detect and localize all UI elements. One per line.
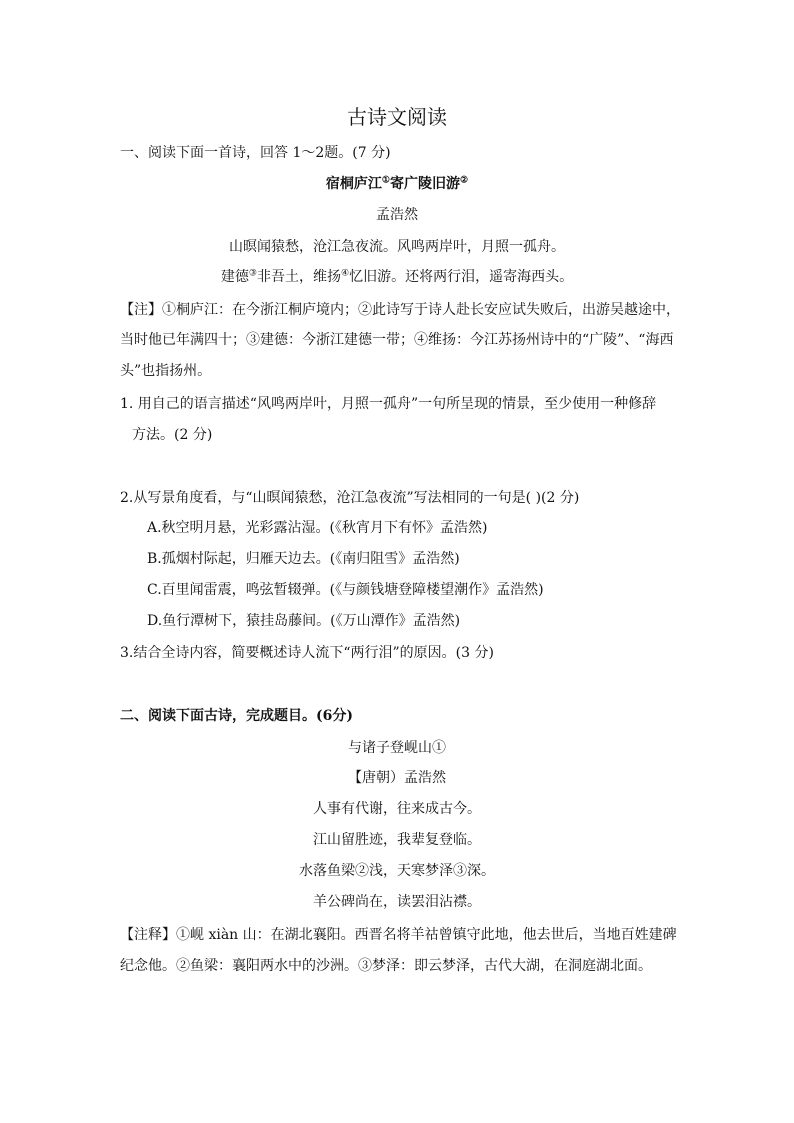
poem1-title-part-b: 寄广陵旧游 (390, 176, 460, 192)
question-1: 1. 用自己的语言描述“风鸣两岸叶，月照一孤舟”一句所呈现的情景，至少使用一种修辞 (120, 396, 657, 412)
question-1-cont: 方法。(2 分) (132, 427, 213, 443)
poem2-title: 与诸子登岘山① (348, 740, 446, 756)
question-2-option-d: D.鱼行潭树下，猿挂岛藤间。(《万山潭作》孟浩然) (147, 613, 461, 629)
poem2-line: 水落鱼梁②浅，天寒梦泽③深。 (299, 863, 495, 879)
poem1-title-part-a: 宿桐庐江 (325, 176, 382, 192)
poem2-line: 羊公碑尚在，读罢泪沾襟。 (313, 894, 481, 910)
poem2-line: 江山留胜迹，我辈复登临。 (313, 832, 481, 848)
poem2-note: 纪念他。②鱼梁：襄阳两水中的沙洲。③梦泽：即云梦泽，古代大湖，在洞庭湖北面。 (120, 958, 652, 974)
poem2-note: 【注释】①岘 xiàn 山：在湖北襄阳。西晋名将羊祜曾镇守此地，他去世后，当地百姓建碑 (120, 927, 677, 943)
poem1-note: 【注】①桐庐江：在今浙江桐庐境内；②此诗写于诗人赴长安应试失败后，出游吴越途中， (120, 302, 680, 318)
question-2-option-a: A.秋空明月悬，光彩露沾湿。(《秋宵月下有怀》孟浩然) (147, 520, 488, 536)
section1-heading: 一、阅读下面一首诗，回答 1～2题。(7 分) (120, 145, 391, 161)
question-2-option-c: C.百里闻雷震，鸣弦暂辍弹。(《与颜钱塘登障楼望潮作》孟浩然) (147, 582, 544, 598)
poem1-title (0, 174, 794, 194)
poem1-line: 山暝闻猿愁，沧江急夜流。风鸣两岸叶，月照一孤舟。 (229, 239, 565, 255)
footnote-marker: ② (460, 175, 469, 186)
poem2-line: 人事有代谢，往来成古今。 (313, 801, 481, 817)
question-2: 2.从写景角度看，与“山暝闻猿愁，沧江急夜流”写法相同的一句是( )(2 分) (120, 490, 580, 506)
poem1-note: 头”也指扬州。 (120, 363, 212, 379)
poem1-note: 当时他已年满四十；③建德：今浙江建德一带；④维扬：今江苏扬州诗中的“广陵”、“海西 (120, 332, 674, 348)
document-title: 古诗文阅读 (347, 105, 447, 129)
poem1-line-part: 建德 (220, 269, 249, 285)
poem2-author: 【唐朝）孟浩然 (348, 770, 446, 786)
poem1-line-part: 非吾土，维扬 (257, 269, 341, 285)
question-3: 3.结合全诗内容，简要概述诗人流下“两行泪”的原因。(3 分) (120, 645, 494, 661)
poem1-author: 孟浩然 (376, 207, 418, 223)
poem1-line-part: 忆旧游。还将两行泪，遥寄海西头。 (349, 269, 574, 285)
footnote-marker: ① (381, 175, 390, 186)
footnote-marker: ③ (248, 268, 257, 279)
poem1-line (0, 267, 794, 287)
section2-heading: 二、阅读下面古诗，完成题目。(6分) (120, 708, 353, 724)
question-2-option-b: B.孤烟村际起，归雁天边去。(《南归阻雪》孟浩然) (147, 551, 460, 567)
footnote-marker: ④ (341, 268, 350, 279)
